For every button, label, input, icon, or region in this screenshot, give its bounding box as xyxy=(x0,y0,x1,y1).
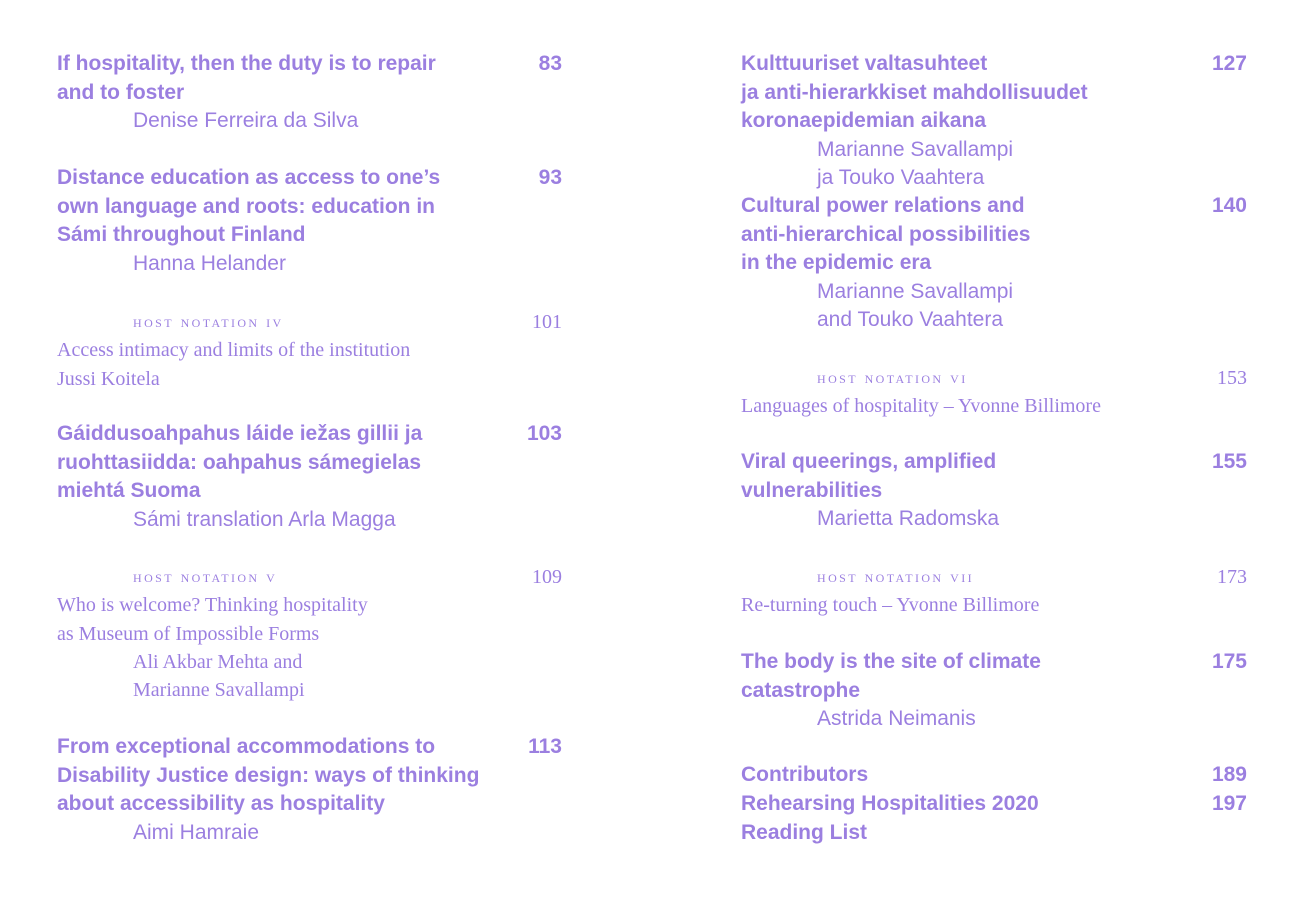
page-number: 189 xyxy=(1211,763,1247,786)
entry-title-line: From exceptional accommodations to xyxy=(57,735,436,758)
toc-entry xyxy=(741,448,1247,534)
page-number: 93 xyxy=(538,166,562,189)
entry-title-line: If hospitality, then the duty is to repair xyxy=(57,52,436,75)
entry-title-line: miehtá Suoma xyxy=(57,479,201,503)
entry-title-line: Disability Justice design: ways of thinking xyxy=(57,763,480,787)
page-number: 155 xyxy=(1211,450,1247,473)
entry-title-line: Sámi throughout Finland xyxy=(57,223,306,247)
page-number: 109 xyxy=(532,566,562,588)
entry-author: Marianne Savallampi xyxy=(817,137,1014,161)
toc-entry xyxy=(741,50,1247,193)
toc-entry xyxy=(57,733,562,847)
entry-title-line: catastrophe xyxy=(741,678,861,702)
toc-entry xyxy=(741,192,1247,335)
toc-entry xyxy=(741,790,1247,847)
entry-author: Hanna Helander xyxy=(133,251,286,275)
page-number: 127 xyxy=(1211,52,1247,75)
host-notation-line: Jussi Koitela xyxy=(57,367,160,390)
entry-author: Denise Ferreira da Silva xyxy=(133,109,359,133)
toc-entry xyxy=(741,648,1247,734)
host-notation-entry xyxy=(57,308,562,393)
host-notation-entry xyxy=(741,364,1247,421)
host-notation-entry xyxy=(741,563,1247,620)
page-number: 175 xyxy=(1211,650,1247,673)
host-notation-line: Access intimacy and limits of the institution xyxy=(57,339,411,362)
page-number: 140 xyxy=(1211,194,1247,217)
page-number: 101 xyxy=(532,311,562,333)
host-notation-line: Who is welcome? Thinking hospitality xyxy=(57,594,368,617)
entry-title-line: Gáiddusoahpahus láide iežas gillii ja xyxy=(57,422,423,445)
entry-title-line: Kulttuuriset valtasuhteet xyxy=(741,52,988,75)
host-notation-label: host notation vi xyxy=(817,368,968,387)
entry-title-line: about accessibility as hospitality xyxy=(57,792,385,816)
toc-entry xyxy=(57,50,562,136)
entry-title-line: and to foster xyxy=(57,80,185,104)
toc-entry xyxy=(57,420,562,534)
page-number: 173 xyxy=(1217,566,1247,588)
entry-author: Astrida Neimanis xyxy=(817,707,976,731)
entry-title-line: The body is the site of climate xyxy=(741,650,1041,673)
host-notation-line: as Museum of Impossible Forms xyxy=(57,622,320,645)
host-notation-label: host notation v xyxy=(133,567,278,586)
entry-title-line: own language and roots: education in xyxy=(57,194,436,218)
host-notation-line: Re-turning touch – Yvonne Billimore xyxy=(741,594,1040,617)
entry-title-line: ruohttasiidda: oahpahus sámegielas xyxy=(57,450,422,474)
entry-title-line: vulnerabilities xyxy=(741,478,883,502)
toc-entry xyxy=(57,164,562,278)
entry-title-line: Reading List xyxy=(741,820,868,844)
page-number: 113 xyxy=(528,735,562,758)
entry-author: Marianne Savallampi xyxy=(817,279,1014,303)
page-number: 197 xyxy=(1211,792,1247,815)
entry-author: and Touko Vaahtera xyxy=(817,308,1004,332)
entry-title-line: in the epidemic era xyxy=(741,251,932,275)
entry-title-line: Viral queerings, amplified xyxy=(741,450,997,473)
host-notation-label: host notation vii xyxy=(817,567,974,586)
host-notation-entry xyxy=(57,563,562,704)
host-notation-author: Marianne Savallampi xyxy=(133,679,305,702)
page-number: 153 xyxy=(1217,367,1247,389)
entry-author: Aimi Hamraie xyxy=(133,820,260,844)
entry-title-line: koronaepidemian aikana xyxy=(741,109,987,133)
page-number: 103 xyxy=(526,422,562,445)
entry-title-line: Rehearsing Hospitalities 2020 xyxy=(741,792,1039,815)
entry-title-line: anti-hierarchical possibilities xyxy=(741,222,1031,246)
toc-entry xyxy=(741,761,1247,790)
entry-title-line: Contributors xyxy=(741,763,869,786)
entry-title-line: ja anti-hierarkkiset mahdollisuudet xyxy=(741,80,1088,104)
host-notation-author: Ali Akbar Mehta and xyxy=(133,650,303,673)
entry-author: Marietta Radomska xyxy=(817,507,1000,531)
entry-author: Sámi translation Arla Magga xyxy=(133,507,396,531)
entry-author: ja Touko Vaahtera xyxy=(817,166,985,190)
host-notation-line: Languages of hospitality – Yvonne Billimore xyxy=(741,395,1101,418)
entry-title-line: Cultural power relations and xyxy=(741,194,1025,217)
page-number: 83 xyxy=(538,52,562,75)
host-notation-label: host notation iv xyxy=(133,312,284,331)
entry-title-line: Distance education as access to one’s xyxy=(57,166,441,189)
